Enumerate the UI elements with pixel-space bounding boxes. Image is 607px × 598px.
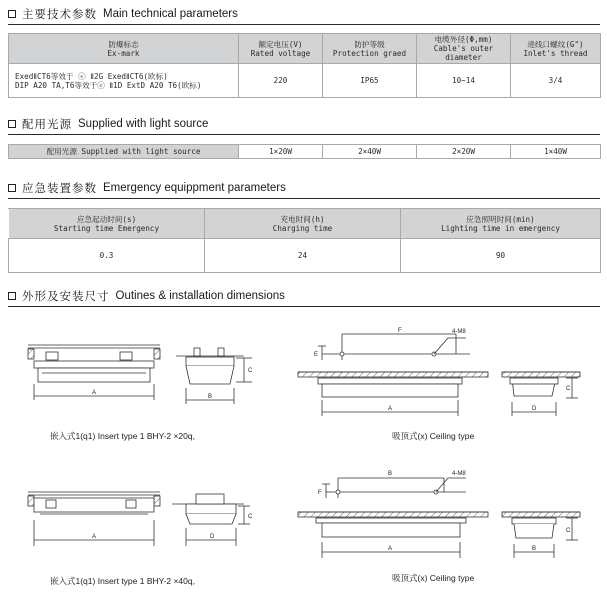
dim-label-a: A	[92, 534, 97, 540]
dim-label-b: B	[208, 394, 213, 400]
section-rule	[8, 306, 600, 307]
light-value: 2×20W	[417, 145, 511, 159]
ceiling-type-2-top-plan	[322, 478, 466, 498]
section-rule	[8, 24, 600, 25]
dim-label-f: F	[398, 328, 402, 334]
header-protection: 防护等级 Protection graed	[323, 34, 417, 64]
caption-insert-40: 嵌入式1(q1) Insert type 1 BHY-2 ×40q,	[50, 576, 195, 586]
dim-label-c: C	[566, 528, 571, 534]
ceiling-type-side-view	[502, 372, 580, 416]
section-rule	[8, 198, 600, 199]
section-title-tech: 主要技术参数 Main technical parameters	[8, 6, 238, 22]
ceiling-type-front-view	[298, 372, 488, 416]
light-source-table	[8, 144, 601, 159]
cell-voltage: 220	[239, 64, 323, 98]
light-value: 1×20W	[239, 145, 323, 159]
tech-params-table	[8, 33, 601, 98]
light-value: 2×40W	[323, 145, 417, 159]
dim-label-c: C	[248, 368, 253, 374]
square-bullet-icon	[8, 120, 16, 128]
caption-insert-20: 嵌入式1(q1) Insert type 1 BHY-2 ×20q,	[50, 431, 195, 441]
ceiling-type-top-plan	[318, 334, 470, 360]
dim-label-a: A	[388, 406, 393, 412]
section-title-dims: 外形及安装尺寸 Outines & installation dimensions	[8, 288, 285, 304]
insert-type-40-front-view	[28, 492, 160, 546]
ceiling-type-2-front-view	[298, 512, 488, 558]
caption-ceiling-top: 吸顶式(x) Ceiling type	[392, 431, 475, 441]
insert-type-20-front-view	[28, 345, 160, 400]
square-bullet-icon	[8, 10, 16, 18]
header-voltage: 额定电压(V) Rated voltage	[239, 34, 323, 64]
header-lighting-time: 应急照明时间(min) Lighting time in emergency	[401, 209, 601, 239]
dim-label-e: E	[314, 352, 319, 358]
bolt-label: 4-M8	[452, 471, 466, 477]
header-charging-time: 充电时间(h) Charging time	[205, 209, 401, 239]
cell-exmark: ExedⅡCT6等效于 ⓔ Ⅱ2G ExedⅡCT6(欧标) DIP A20 TA,T6等效于ⓔ Ⅱ1D ExtD A20 T6(欧标)	[9, 64, 239, 98]
square-bullet-icon	[8, 184, 16, 192]
dim-label-d: D	[532, 406, 537, 412]
dim-label-a: A	[92, 390, 97, 396]
insert-type-20-side-view	[176, 348, 252, 404]
dim-label-f: F	[318, 490, 322, 496]
section-rule	[8, 134, 600, 135]
caption-ceiling-bottom: 吸顶式(x) Ceiling type	[392, 573, 475, 583]
dim-label-c: C	[248, 514, 253, 520]
dim-label-d: D	[210, 534, 215, 540]
ceiling-type-2-side-view	[502, 512, 580, 558]
insert-type-40-side-view	[172, 494, 250, 546]
cell-protection: IP65	[323, 64, 417, 98]
square-bullet-icon	[8, 292, 16, 300]
cell-charging-time: 24	[205, 239, 401, 273]
section-title-emergency: 应急装置参数 Emergency equippment parameters	[8, 180, 286, 196]
section-title-light: 配用光源 Supplied with light source	[8, 116, 208, 132]
header-starting-time: 应急起动时间(s) Starting time Emergency	[9, 209, 205, 239]
cell-cable: 10~14	[417, 64, 511, 98]
header-exmark: 防爆标志 Ex-mark	[9, 34, 239, 64]
header-thread: 进线口螺纹(G") Inlet's thread	[511, 34, 601, 64]
cell-lighting-time: 90	[401, 239, 601, 273]
dim-label-a: A	[388, 546, 393, 552]
dim-label-b: B	[532, 546, 537, 552]
emergency-table	[8, 208, 601, 273]
header-cable: 电缆外径(Φ,mm) Cable's outer diameter	[417, 34, 511, 64]
bolt-label: 4-M8	[452, 329, 466, 335]
light-value: 1×40W	[511, 145, 601, 159]
cell-thread: 3/4	[511, 64, 601, 98]
dim-label-b: B	[388, 471, 393, 477]
light-source-label: 配用光源 Supplied with light source	[9, 145, 239, 159]
dim-label-c: C	[566, 386, 571, 392]
cell-starting-time: 0.3	[9, 239, 205, 273]
